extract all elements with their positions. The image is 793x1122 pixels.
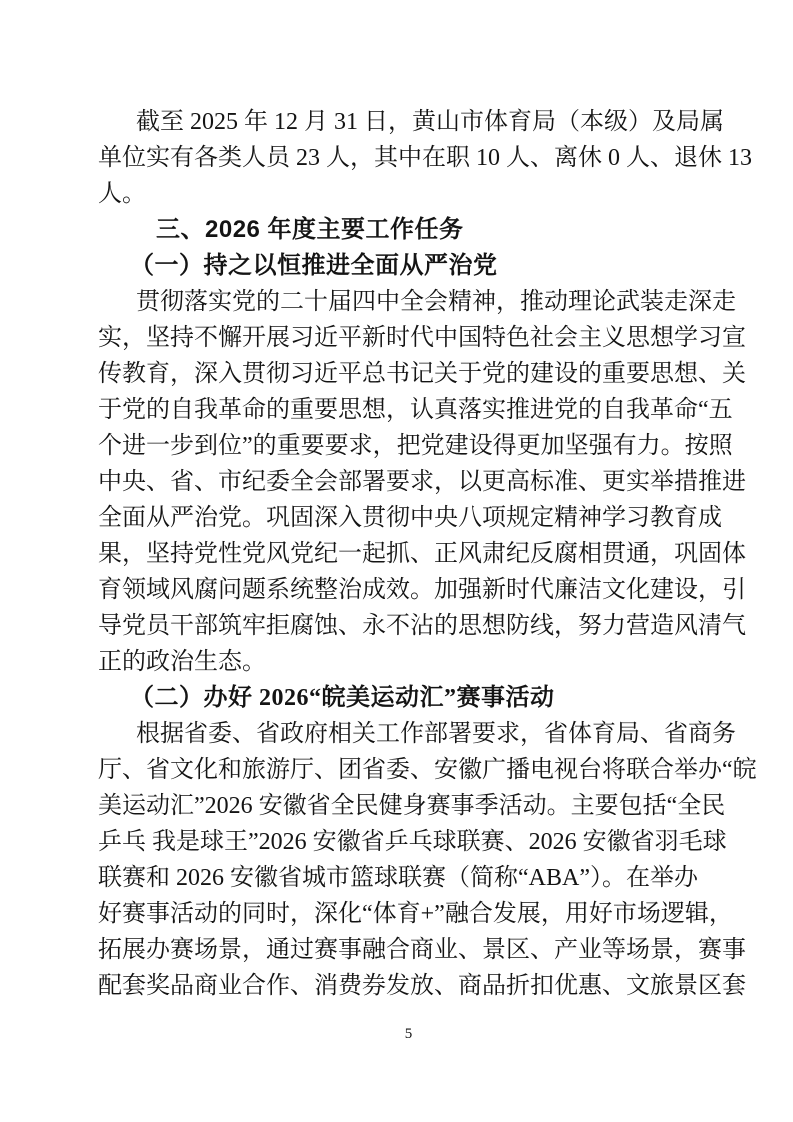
paragraph-line: 根据省委、省政府相关工作部署要求，省体育局、省商务 xyxy=(136,721,736,747)
paragraph-line: 实，坚持不懈开展习近平新时代中国特色社会主义思想学习宣 xyxy=(98,325,746,351)
paragraph-line: 配套奖品商业合作、消费券发放、商品折扣优惠、文旅景区套 xyxy=(98,973,746,999)
paragraph-line: 美运动汇”2026 安徽省全民健身赛事季活动。主要包括“全民 xyxy=(98,793,726,819)
paragraph-line: 联赛和 2026 安徽省城市篮球联赛（简称“ABA”）。在举办 xyxy=(98,865,698,891)
subsection-2-heading: （二）办好 2026“皖美运动汇”赛事活动 xyxy=(130,685,555,711)
paragraph-line: 人。 xyxy=(98,181,146,207)
paragraph-line: 贯彻落实党的二十届四中全会精神，推动理论武装走深走 xyxy=(136,289,736,315)
paragraph-line: 乒乓 我是球王”2026 安徽省乒乓球联赛、2026 安徽省羽毛球 xyxy=(98,829,727,855)
paragraph-line: 导党员干部筑牢拒腐蚀、永不沾的思想防线，努力营造风清气 xyxy=(98,613,746,639)
paragraph-line: 于党的自我革命的重要思想，认真落实推进党的自我革命“五 xyxy=(98,397,733,423)
paragraph-line: 中央、省、市纪委全会部署要求，以更高标准、更实举措推进 xyxy=(98,469,746,495)
paragraph-line: 正的政治生态。 xyxy=(98,649,266,675)
paragraph-line: 个进一步到位”的重要要求，把党建设得更加坚强有力。按照 xyxy=(98,433,733,459)
subsection-1-heading: （一）持之以恒推进全面从严治党 xyxy=(130,253,498,279)
paragraph-line: 果，坚持党性党风党纪一起抓、正风肃纪反腐相贯通，巩固体 xyxy=(98,541,746,567)
paragraph-line: 好赛事活动的同时，深化“体育+”融合发展，用好市场逻辑， xyxy=(98,901,733,927)
paragraph-line: 全面从严治党。巩固深入贯彻中央八项规定精神学习教育成 xyxy=(98,505,722,531)
page-number: 5 xyxy=(404,1026,413,1042)
paragraph-line: 单位实有各类人员 23 人，其中在职 10 人、离休 0 人、退休 13 xyxy=(98,145,752,171)
paragraph-line: 截至 2025 年 12 月 31 日，黄山市体育局（本级）及局属 xyxy=(136,109,724,135)
document-content xyxy=(98,104,757,1004)
paragraph-line: 育领域风腐问题系统整治成效。加强新时代廉洁文化建设，引 xyxy=(98,577,746,603)
section-heading: 三、2026 年度主要工作任务 xyxy=(156,216,464,243)
paragraph-line: 传教育，深入贯彻习近平总书记关于党的建设的重要思想、关 xyxy=(98,361,746,387)
paragraph-line: 厅、省文化和旅游厅、团省委、安徽广播电视台将联合举办“皖 xyxy=(98,757,757,783)
paragraph-line: 拓展办赛场景，通过赛事融合商业、景区、产业等场景，赛事 xyxy=(98,937,746,963)
